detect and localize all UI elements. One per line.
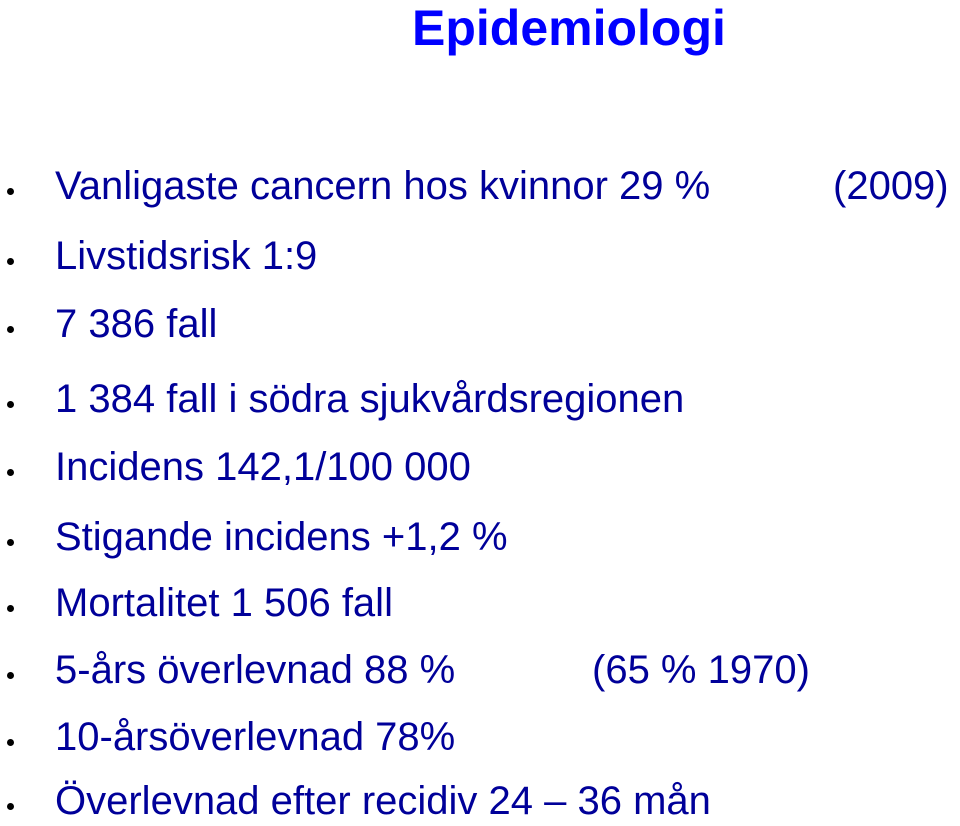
bullet-text: Livstidsrisk 1:9: [55, 234, 318, 278]
bullet-dot-icon: [7, 539, 14, 546]
bullet-dot-icon: [7, 326, 14, 333]
bullet-note: (2009): [833, 164, 949, 208]
bullet-text: Incidens 142,1/100 000: [55, 445, 471, 489]
bullet-text: Vanligaste cancern hos kvinnor 29 %: [55, 164, 711, 208]
bullet-dot-icon: [7, 739, 14, 746]
bullet-dot-icon: [7, 401, 14, 408]
bullet-dot-icon: [7, 672, 14, 679]
bullet-dot-icon: [7, 605, 14, 612]
bullet-dot-icon: [7, 258, 14, 265]
bullet-note: (65 % 1970): [592, 648, 810, 692]
slide-title: Epidemiologi: [412, 0, 726, 56]
bullet-dot-icon: [7, 803, 14, 810]
bullet-text: 10-årsöverlevnad 78%: [55, 715, 456, 759]
bullet-dot-icon: [7, 469, 14, 476]
bullet-text: 7 386 fall: [55, 302, 218, 346]
bullet-text: Stigande incidens +1,2 %: [55, 515, 508, 559]
bullet-text: Överlevnad efter recidiv 24 – 36 mån: [55, 779, 711, 823]
bullet-text: 5-års överlevnad 88 %: [55, 648, 456, 692]
bullet-dot-icon: [7, 188, 14, 195]
bullet-text: Mortalitet 1 506 fall: [55, 581, 393, 625]
bullet-text: 1 384 fall i södra sjukvårdsregionen: [55, 377, 685, 421]
